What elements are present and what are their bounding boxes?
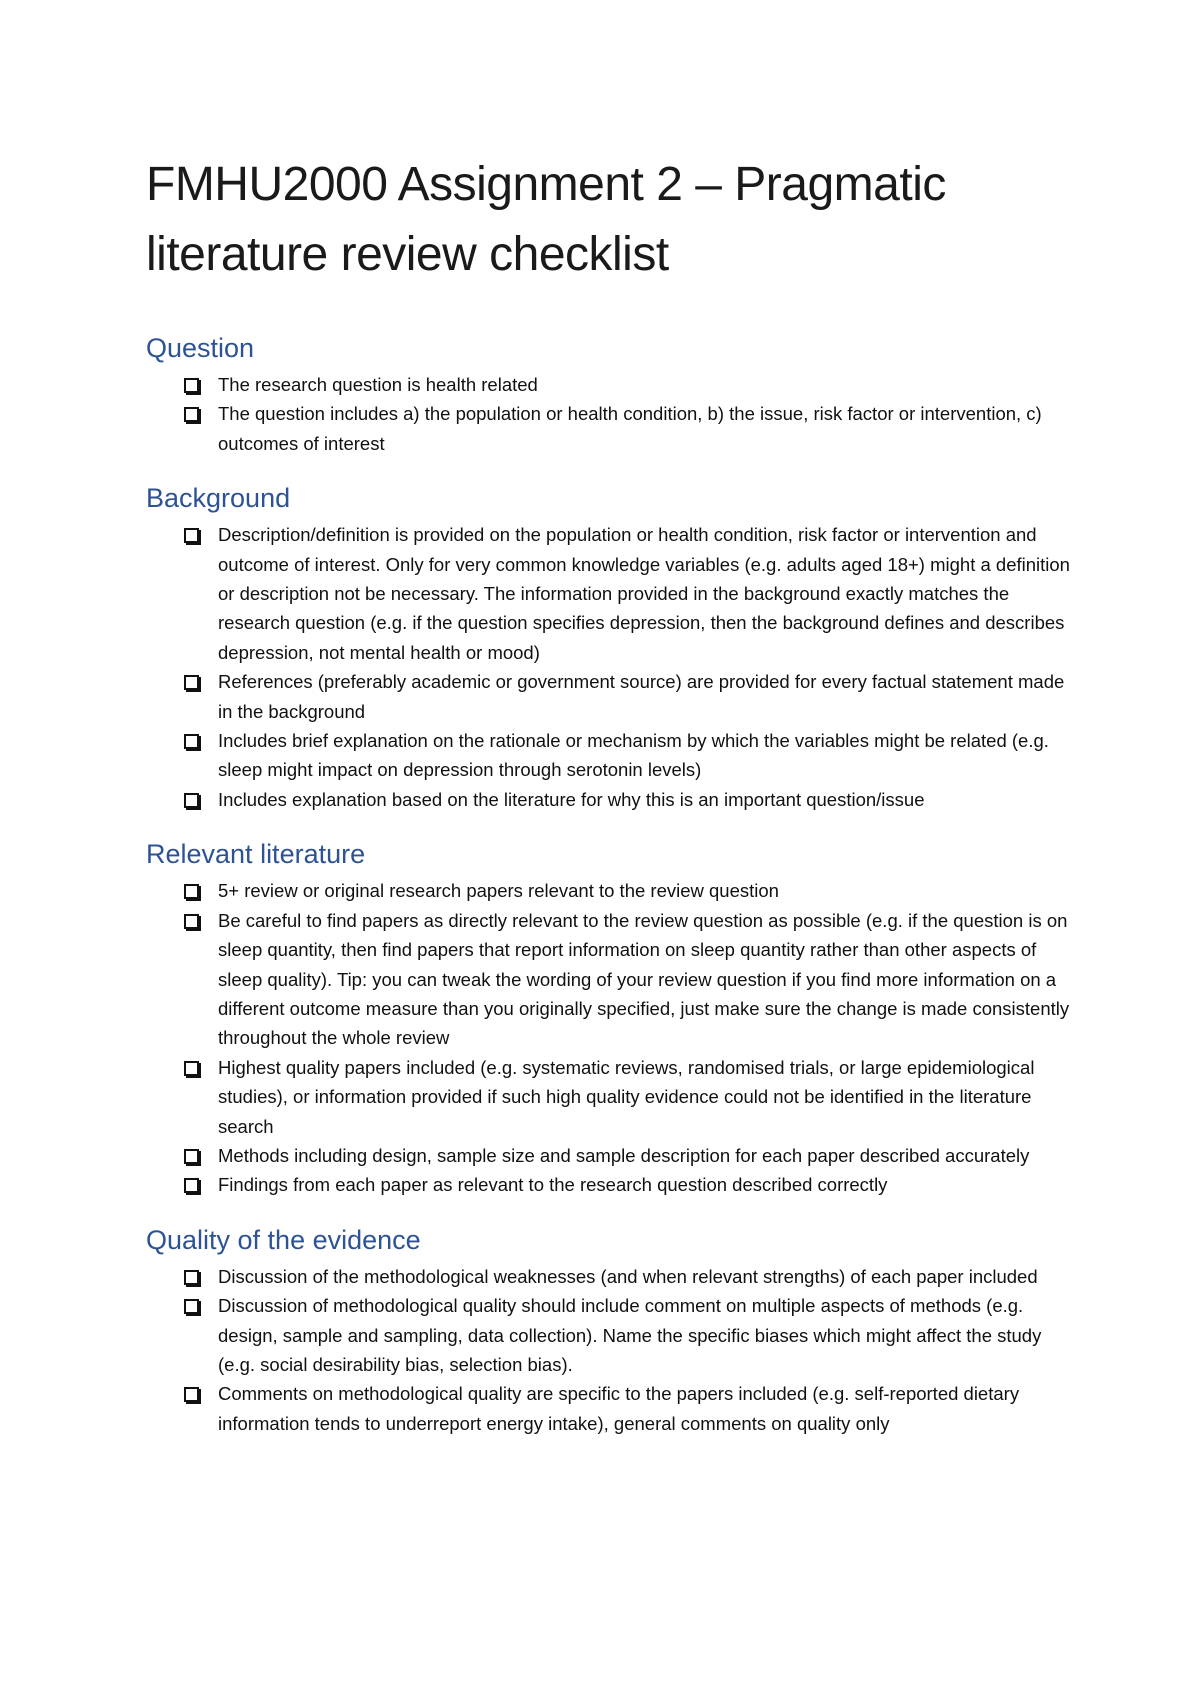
checkbox-icon[interactable]: [184, 1061, 199, 1076]
checklist-item: [146, 667, 1076, 726]
checklist: [146, 1262, 1076, 1438]
section-heading: Relevant literature: [146, 839, 366, 870]
checklist-item-text: The research question is health related: [218, 374, 538, 395]
checkbox-icon[interactable]: [184, 378, 199, 393]
checkbox-icon[interactable]: [184, 528, 199, 543]
section-heading: Quality of the evidence: [146, 1224, 421, 1255]
checklist-item-text: Discussion of methodological quality should include comment on multiple aspects of methods (e.g. design, sample and sampling, data collection). Name the specific biases which might affect the study (e.g. social desirability bias, selection bias).: [218, 1295, 1042, 1375]
checklist-item: [146, 399, 1076, 458]
checkbox-icon[interactable]: [184, 884, 199, 899]
checklist-item-text: 5+ review or original research papers relevant to the review question: [218, 880, 779, 902]
checklist-item-text: Includes brief explanation on the rationale or mechanism by which the variables might be related (e.g. sleep might impact on depression through serotonin levels): [218, 730, 1049, 781]
checklist-item: [146, 876, 1076, 905]
checkbox-icon[interactable]: [184, 407, 199, 422]
checklist-sections: [146, 330, 1076, 1438]
checklist-item-text: Description/definition is provided on the population or health condition, risk factor or intervention and outcome of interest. Only for very common knowledge variables (e.g. adults aged 18+) might a definition or description not be necessary. The information provided in the background exactly matches the research question (e.g. if the question specifies depression, then the background defines and describes depression, not mental health or mood): [218, 524, 1070, 663]
checkbox-icon[interactable]: [184, 914, 199, 929]
checklist-item-text: The question includes a) the population or health condition, b) the issue, risk factor or intervention, c) outcomes of interest: [218, 403, 1042, 454]
document-title: FMHU2000 Assignment 2 – Pragmatic literature review checklist: [146, 158, 946, 281]
checklist-item-text: References (preferably academic or government source) are provided for every factual statement made in the background: [218, 671, 1065, 722]
checklist-item: [146, 1291, 1076, 1379]
checklist-item-text: Highest quality papers included (e.g. systematic reviews, randomised trials, or large epidemiological studies), or information provided if such high quality evidence could not be identified in the literature search: [218, 1056, 1035, 1137]
checklist-item-text: Methods including design, sample size and sample description for each paper described accurately: [218, 1144, 1030, 1166]
checklist-item: [146, 726, 1076, 785]
checklist-item: [146, 1170, 1076, 1199]
section-heading: Background: [146, 483, 291, 514]
checkbox-icon[interactable]: [184, 1270, 199, 1285]
checklist-item: [146, 1262, 1076, 1291]
checklist-item: [146, 520, 1076, 667]
section-quality-of-the-evidence: [146, 1222, 1076, 1438]
checklist: [146, 520, 1076, 814]
checkbox-icon[interactable]: [184, 675, 199, 690]
checklist-item: [146, 1379, 1076, 1438]
section-background: [146, 480, 1076, 814]
checklist-item: [146, 785, 1076, 814]
checklist-item-text: Be careful to find papers as directly relevant to the review question as possible (e.g. if the question is on sleep quantity, then find papers that report information on sleep quantity rather than other aspects of sleep quality). Tip: you can tweak the wording of your review question if you find more information on a different outcome measure than you originally specified, just make sure the change is made consistently throughout the whole review: [218, 909, 1070, 1049]
checkbox-icon[interactable]: [184, 1387, 199, 1402]
checkbox-icon[interactable]: [184, 734, 199, 749]
checklist-item: [146, 1141, 1076, 1170]
section-question: [146, 330, 1076, 458]
section-relevant-literature: [146, 836, 1076, 1199]
checklist-item: [146, 906, 1076, 1053]
document-body: [146, 150, 1076, 1460]
checklist-item-text: Findings from each paper as relevant to the research question described correctly: [218, 1174, 888, 1196]
checklist-item-text: Includes explanation based on the literature for why this is an important question/issue: [218, 788, 925, 810]
checklist: [146, 370, 1076, 458]
checkbox-icon[interactable]: [184, 1178, 199, 1193]
checkbox-icon[interactable]: [184, 1299, 199, 1314]
checkbox-icon[interactable]: [184, 1149, 199, 1164]
checkbox-icon[interactable]: [184, 793, 199, 808]
checklist-item: [146, 370, 1076, 399]
checklist-item: [146, 1053, 1076, 1141]
checklist-item-text: Discussion of the methodological weaknesses (and when relevant strengths) of each paper included: [218, 1265, 1038, 1287]
checklist: [146, 876, 1076, 1199]
section-heading: Question: [146, 333, 255, 363]
checklist-item-text: Comments on methodological quality are specific to the papers included (e.g. self-reported dietary information tends to underreport energy intake), general comments on quality only: [218, 1383, 1020, 1434]
